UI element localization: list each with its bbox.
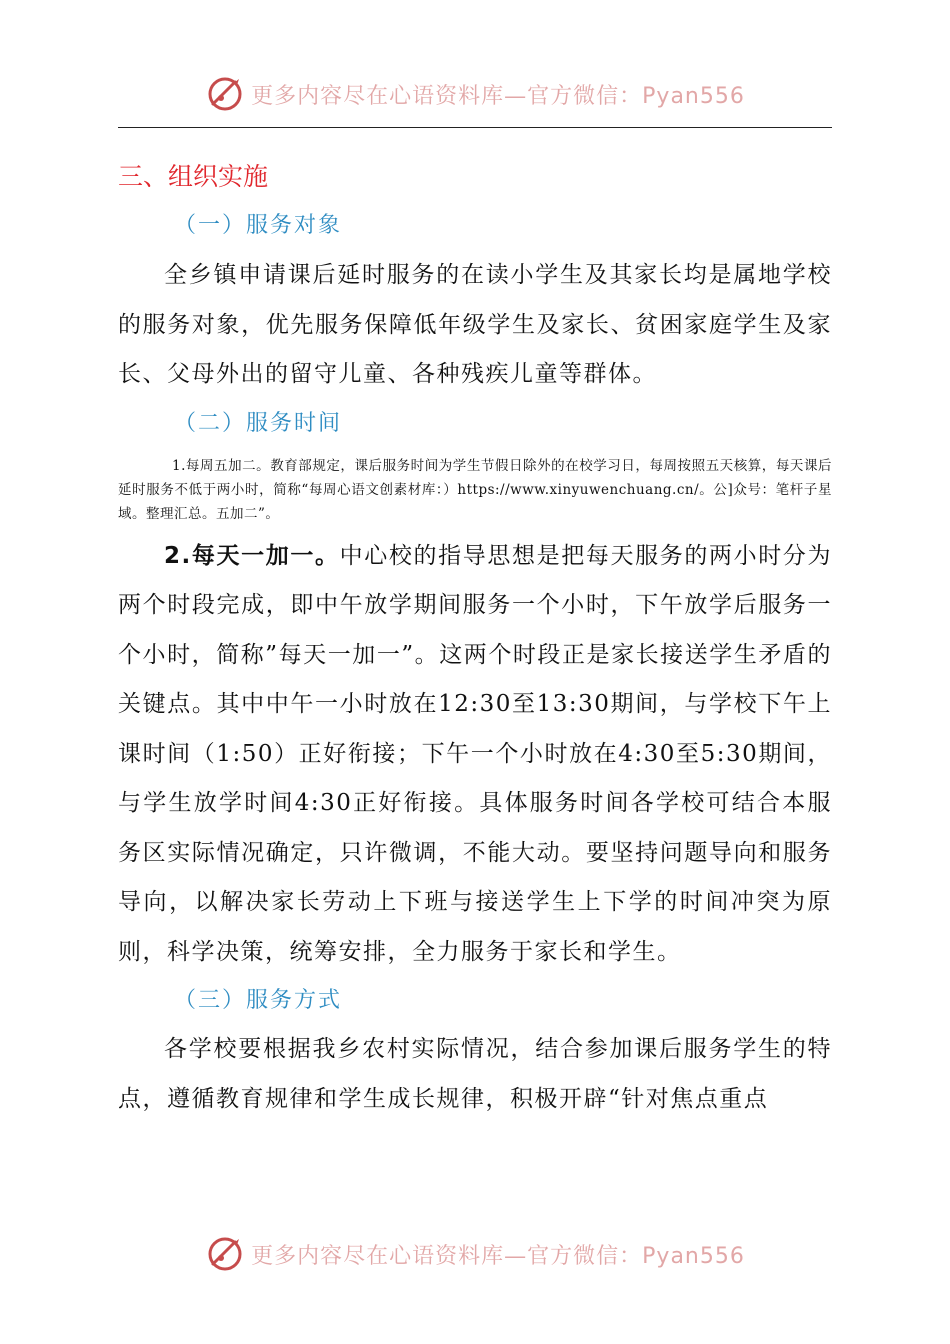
subsection-title-time: （二）服务时间 bbox=[174, 410, 343, 436]
brand-logo-icon bbox=[205, 74, 245, 114]
footer-banner-text: 更多内容尽在心语资料库—官方微信：Pyan556 bbox=[251, 1243, 745, 1269]
item-lead: 2.每天一加一。 bbox=[164, 542, 340, 569]
paragraph-targets: 全乡镇申请课后延时服务的在读小学生及其家长均是属地学校的服务对象，优先服务保障低年级学生及家长、贫困家庭学生及家长、父母外出的留守儿童、各种残疾儿童等群体。 bbox=[118, 262, 832, 387]
brand-logo-icon bbox=[205, 1234, 245, 1274]
section-title: 三、组织实施 bbox=[118, 162, 269, 191]
paragraph-note-five-plus-two: 1.每周五加二。教育部规定，课后服务时间为学生节假日除外的在校学习日，每周按照五天核算，每天课后延时服务不低于两小时，简称“每周心语文创素材库：）https://www.xinyuwenchuang.cn/。公]众号：笔杆子星域。整理汇总。五加二”。 bbox=[118, 457, 832, 522]
item-body: 中心校的指导思想是把每天服务的两小时分为两个时段完成，即中午放学期间服务一个小时，下午放学后服务一个小时，简称”每天一加一”。这两个时段正是家长接送学生矛盾的关键点。其中中午一小时放在12:30至13:30期间，与学校下午上课时间（1:50）正好衔接；下午一个小时放在4:30至5:30期间，与学生放学时间4:30正好衔接。具体服务时间各学校可结合本服务区实际情况确定，只许微调，不能大动。要坚持问题导向和服务导向，以解决家长劳动上下班与接送学生上下学的时间冲突为原则，科学决策，统筹安排，全力服务于家长和学生。 bbox=[118, 542, 832, 965]
subsection-title-method: （三）服务方式 bbox=[174, 988, 343, 1013]
paragraph-method: 各学校要根据我乡农村实际情况，结合参加课后服务学生的特点，遵循教育规律和学生成长规律，积极开辟“针对焦点重点 bbox=[118, 1036, 832, 1112]
footer-banner bbox=[0, 1228, 950, 1280]
footer-wechat-id: Pyan556 bbox=[642, 1243, 745, 1269]
subsection-title-targets: （一）服务对象 bbox=[174, 213, 343, 238]
header-banner-text: 更多内容尽在心语资料库—官方微信：Pyan556 bbox=[251, 83, 745, 109]
header-wechat-id: Pyan556 bbox=[642, 83, 745, 109]
document-body bbox=[118, 152, 832, 1124]
header-banner bbox=[0, 68, 950, 120]
header-divider bbox=[118, 127, 832, 128]
paragraph-one-plus-one bbox=[118, 532, 832, 978]
